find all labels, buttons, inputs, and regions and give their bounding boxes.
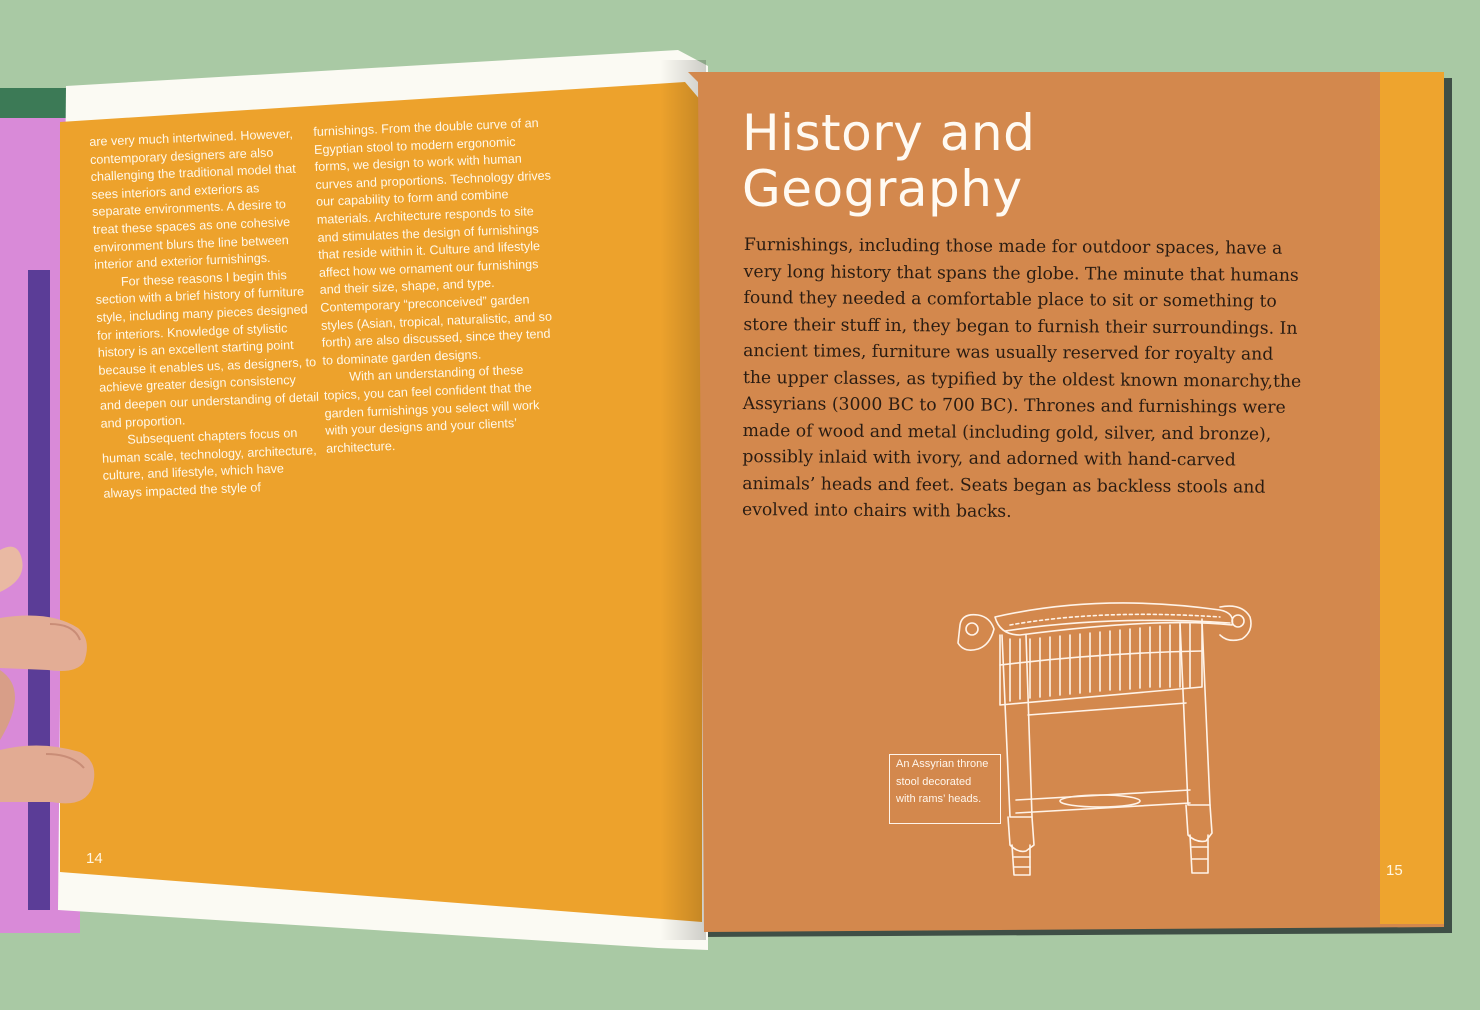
page-number-right: 15 [1386,862,1403,879]
left-text-column-2 [313,114,566,458]
paragraph: With an understanding of these topics, you can feel confident that the garden furnishings you select will work with your designs and your clients’ architecture. [323,363,540,456]
page-title [742,105,1342,217]
illustration-caption [889,754,1001,824]
paragraph: furnishings. From the double curve of an Egyptian stool to modern ergonomic forms, we design to work with human curves and proportions. Technology drives our capability to form and combine materials. Architecture responds to site and stimulates the design of furnishings that reside within it. Culture and lifestyle affect how we ornament our furnishings and their size, shape, and type. Contemporary “preconceived” garden styles (Asian, tropical, naturalistic, and so forth) are also discussed, since they tend to dominate garden designs. [313,115,553,368]
paragraph: Subsequent chapters focus on human scale, technology, architecture, culture, and lifestyle, which have always impacted the style of [101,425,317,501]
caption-line: An Assyrian throne [896,758,989,770]
body-paragraph: Furnishings, including those made for outdoor spaces, have a very long history that spans the globe. The minute that humans found they needed a comfortable place to sit or something to store their stuff in, they began to furnish their surroundings. In ancient times, furniture was usually reserved for royalty and the upper classes, as typified by the oldest known monarchy,the Assyrians (3000 BC to 700 BC). Thrones and furnishings were made of wood and metal (including gold, silver, and bronze), possibly inlaid with ivory, and adorned with hand-carved animals’ heads and feet. Seats began as backless stools and evolved into chairs with backs. [741,234,1302,522]
left-text-column-1 [89,125,324,503]
caption-line: with rams’ heads. [896,793,982,805]
book-cover-corner [0,88,70,118]
title-line-1: History and [742,104,1036,162]
hand [0,540,110,860]
throne-illustration [950,595,1270,895]
title-line-2: Geography [742,160,1023,218]
caption-line: stool decorated [896,775,972,788]
paragraph: are very much intertwined. However, contemporary designers are also challenging the traditional model that sees interiors and exteriors as separate environments. A desire to treat these spaces as one cohesive environment blurs the line between interior and exterior furnishings. [89,126,296,273]
right-page-stripe [1380,72,1444,924]
page-number-left: 14 [86,850,103,867]
paragraph: For these reasons I begin this section with a brief history of furniture style, including many pieces designed for interiors. Knowledge of stylistic history is an excellent starting point because it enables us, as designers, to achieve greater design consistency and deepen our understanding of detail and proportion. [95,267,320,431]
